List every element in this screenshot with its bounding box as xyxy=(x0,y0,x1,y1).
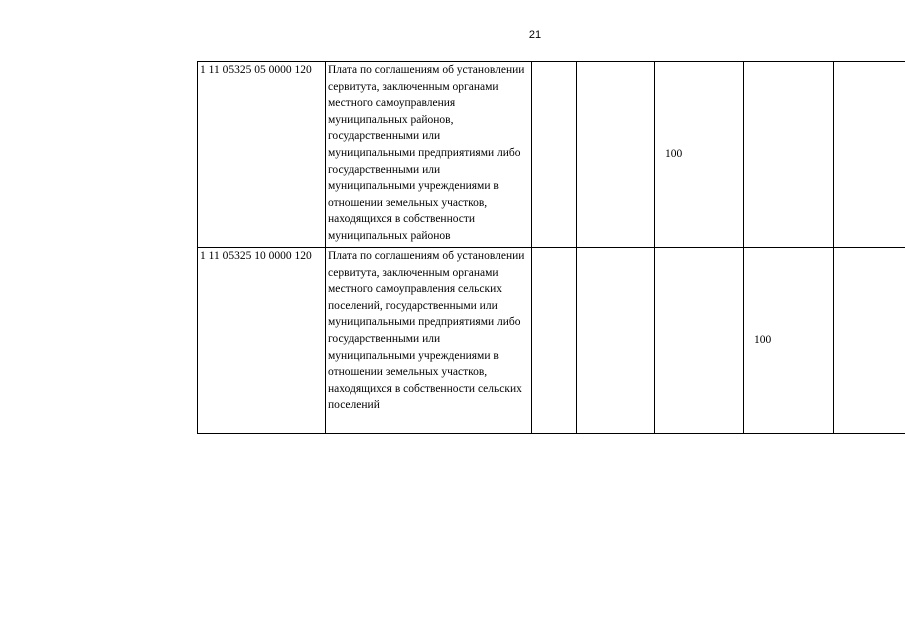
income-code-cell: 1 11 05325 05 0000 120 xyxy=(198,62,326,248)
page-number: 21 xyxy=(528,29,542,41)
income-description-cell: Плата по соглашениям об установлении сервитута, заключенным органами местного самоуправления муниципальных районов, государственными или муниципальными предприятиями либо государственными или муниципальными учреждениями в отношении земельных участков, находящихся в собственности муниципальных районов xyxy=(326,62,532,248)
norm-value-cell: 100 xyxy=(744,248,834,434)
table-cell xyxy=(834,62,905,248)
table-row xyxy=(198,62,905,248)
table-cell xyxy=(532,62,577,248)
table-cell xyxy=(744,62,834,248)
income-code-cell: 1 11 05325 10 0000 120 xyxy=(198,248,326,434)
table-cell xyxy=(577,248,655,434)
table-cell xyxy=(577,62,655,248)
table-cell xyxy=(655,248,744,434)
norm-value-cell: 100 xyxy=(655,62,744,248)
table-row xyxy=(198,248,905,434)
table-cell xyxy=(532,248,577,434)
table-cell xyxy=(834,248,905,434)
revenue-table xyxy=(197,61,905,434)
income-description-cell: Плата по соглашениям об установлении сервитута, заключенным органами местного самоуправления сельских поселений, государственными или муниципальными предприятиями либо государственными или муниципальными учреждениями в отношении земельных участков, находящихся в собственности сельских поселений xyxy=(326,248,532,434)
